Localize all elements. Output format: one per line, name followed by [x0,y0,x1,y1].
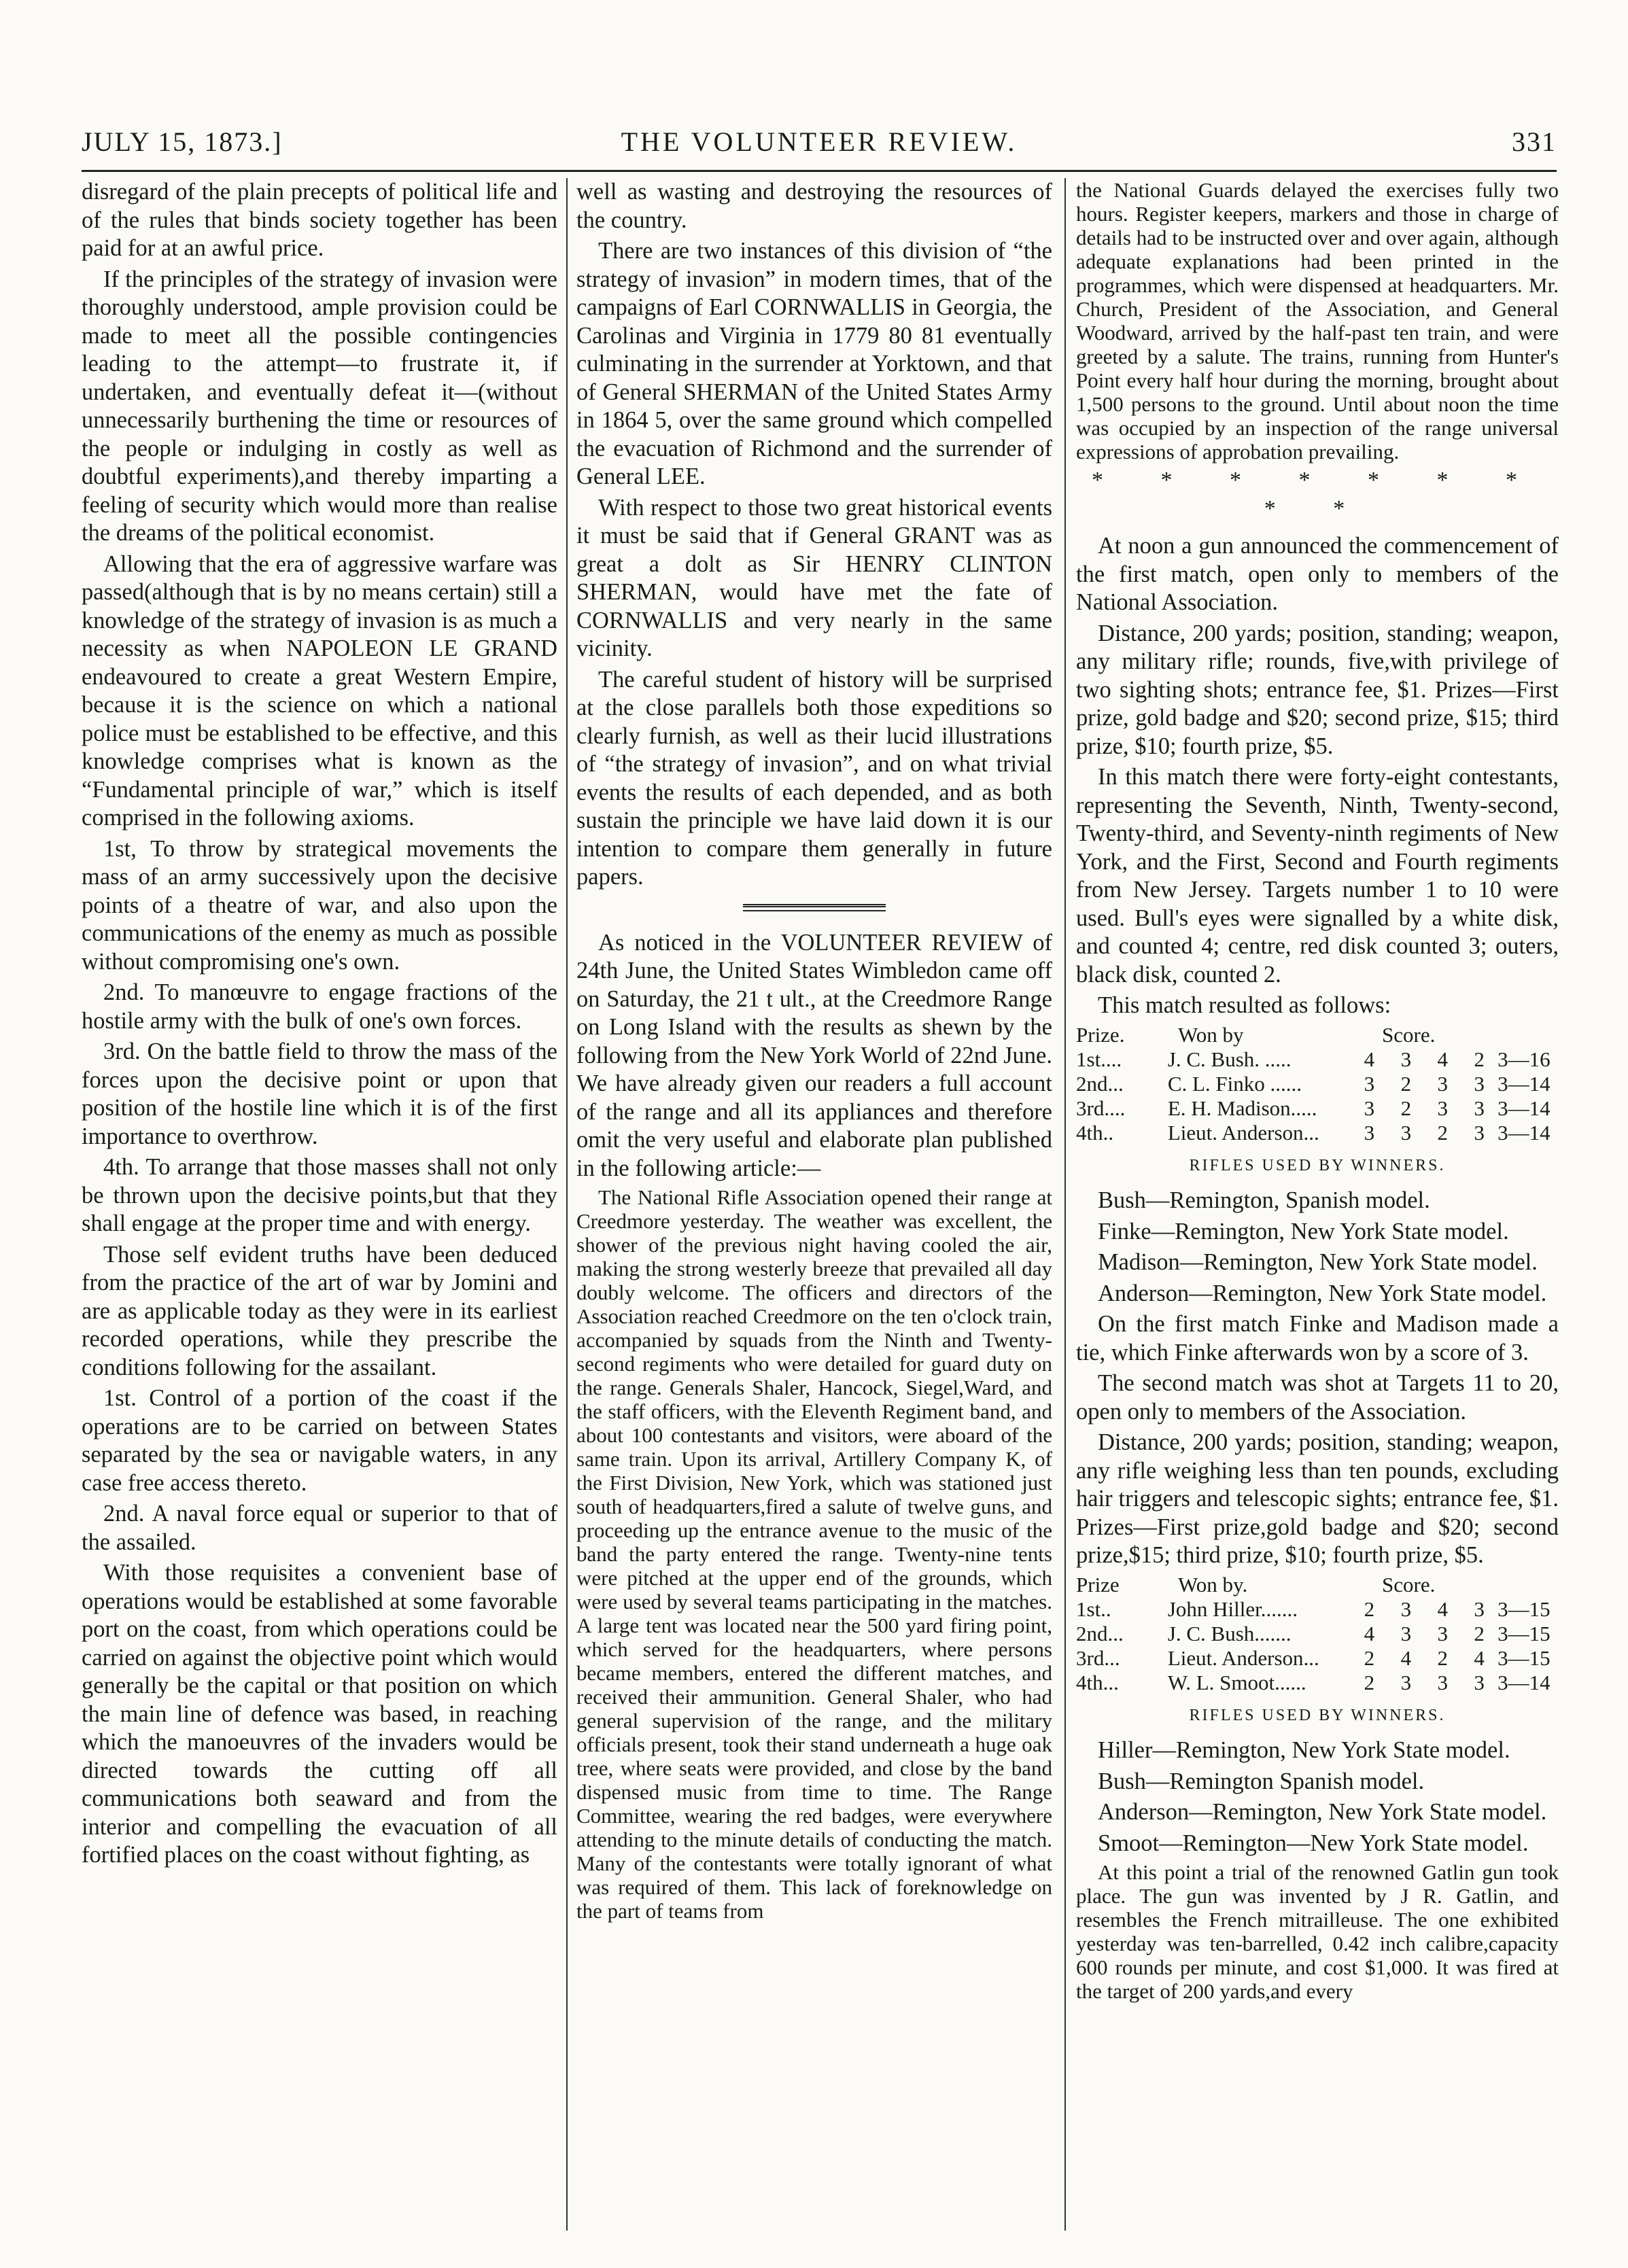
paragraph: Anderson—Remington, New York State model. [1098,1799,1547,1825]
table-header: Prize [1076,1572,1120,1597]
table-cell: C. L. Finko ...... [1167,1071,1302,1096]
paragraph: 1st, To throw by strategical movements the mass of an army successively upon the decisive points of a theatre of war, and also upon the communications of the enemy as much as possible without compromising one's own. [82,835,557,975]
table-header: Prize. [1076,1022,1125,1047]
table-cell: 3 [1474,1597,1485,1621]
table-cell: 3—14 [1497,1670,1551,1694]
results-table-1 [1076,1023,1559,1145]
section-divider [743,904,886,911]
table-cell: 3 [1474,1670,1485,1694]
paragraph: With respect to those two great historical events it must be said that if General GRANT was as great a dolt as Sir HENRY CLINTON SHERMAN, would have met the fate of CORNWALLIS and very nearly in the same vicinity. [576,494,1052,661]
paragraph: At this point a trial of the renowned Gatlin gun took place. The gun was invented by J R. Gatlin, and resembles the French mitrailleuse. The one exhibited yesterday was ten-barrelled, 0.42 inch calibre,capacity 600 rounds per minute, and cost $1,000. It was fired at the target of 200 yards,and every [1076,1860,1559,2003]
results-table-2 [1076,1573,1559,1695]
table-header-row [1076,1023,1559,1047]
table-cell: 3 [1474,1120,1485,1145]
table-row [1076,1597,1559,1622]
table-cell: 2nd... [1076,1071,1124,1096]
paragraph: The careful student of history will be surprised at the close parallels both those expeditions so clearly furnish, as well as their lucid illustrations of “the strategy of invasion”, and on what trivial events the results of each depended, and as both sustain the principle we have laid down it is our intention to compare them generally in future papers. [576,666,1052,890]
paragraph: With those requisites a convenient base of operations would be established at some favorable port on the coast, from which operations could be carried on against the objective point which would generally be the capital or that position on which the main line of defence was based, in reaching which the manoeuvres of the invaders would be directed towards the cutting off all communications both seaward and from the interior and compelling the evacuation of all fortified places on the coast without fighting, as [82,1560,557,1868]
paragraph: Smoot—Remington—New York State model. [1098,1830,1529,1856]
table-cell: 4 [1437,1597,1448,1621]
publication-title: THE VOLUNTEER REVIEW. [621,126,1018,157]
table-cell: 3 [1400,1047,1412,1071]
table-row [1076,1096,1559,1121]
paragraph: This match resulted as follows: [1098,992,1391,1018]
paragraph: Bush—Remington Spanish model. [1098,1768,1425,1794]
table-cell: 2 [1474,1047,1485,1071]
table-cell: 3—14 [1497,1120,1551,1145]
table-cell: 3 [1437,1621,1448,1645]
paragraph: The National Rifle Association opened their range at Creedmore yesterday. The weather was excellent, the shower of the previous night having cooled the air, making the strong westerly breeze that prevailed all day doubly welcome. The officers and directors of the Association reached Creedmore on the ten o'clock train, accompanied by squads from the Ninth and Twenty-second regiments who were detailed for guard duty on the range. Generals Shaler, Hancock, Siegel,Ward, and the staff officers, with the Eleventh Regiment band, and about 100 contestants and visitors, were aboard of the same train. Upon its arrival, Artillery Company K, of the First Division, New York, which was stationed just south of headquarters,fired a salute of twelve guns, and proceeding up the entrance avenue to the music of the band the party entered the range. Twenty-nine tents were pitched at the upper end of the grounds, which were used by several teams participating in the matches. A large tent was located near the 500 yard firing point, which served for the headquarters, where persons became members, entered the different matches, and received their ammunition. General Shaler, who had general supervision of the range, and the military officials present, took their stand underneath a huge oak tree, where seats were provided, and close by the band dispensed music from time to time. The Range Committee, wearing the red badges, were everywhere attending to the minute details of conducting the match. Many of the contestants were totally ignorant of what was required of them. This lack of foreknowledge on the part of teams from [576,1185,1052,1923]
paragraph: 3rd. On the battle field to throw the mass of the forces upon the decisive point or upon that position of the hostile line which it is of the first importance to overthrow. [82,1039,557,1149]
table-cell: 3 [1474,1096,1485,1120]
section-stars: * * * * * * * * * [1092,468,1543,521]
table-cell: 2 [1364,1597,1375,1621]
paragraph: Madison—Remington, New York State model. [1098,1249,1538,1275]
table-row [1076,1646,1559,1671]
table-cell: 3—16 [1497,1047,1551,1071]
table-cell: E. H. Madison..... [1167,1096,1317,1120]
table-row [1076,1671,1559,1695]
table-cell: 2 [1364,1645,1375,1670]
table-cell: 3 [1400,1621,1412,1645]
table-cell: 4th... [1076,1670,1119,1694]
issue-date: JULY 15, 1873.] [82,126,283,157]
page-header [82,126,1557,167]
table-cell: 3 [1400,1120,1412,1145]
table-cell: 2 [1437,1645,1448,1670]
paragraph: Finke—Remington, New York State model. [1098,1218,1509,1244]
table-row [1076,1047,1559,1072]
table-cell: W. L. Smoot...... [1167,1670,1306,1694]
table-cell: 2 [1364,1670,1375,1694]
table-row [1076,1072,1559,1096]
table-cell: 3 [1437,1071,1448,1096]
column-3 [1076,178,1559,2231]
table-cell: 3 [1364,1120,1375,1145]
paragraph: 1st. Control of a portion of the coast if the operations are to be carried on between States separated by the sea or navigable waters, in any case free access thereto. [82,1385,557,1496]
table-cell: 3 [1400,1597,1412,1621]
table-cell: J. C. Bush....... [1167,1621,1292,1645]
table-cell: 3rd.... [1076,1096,1126,1120]
table-cell: 4 [1400,1645,1412,1670]
table-cell: Lieut. Anderson... [1167,1120,1319,1145]
paragraph: Those self evident truths have been deduced from the practice of the art of war by Jomini and are as applicable today as they were in its earliest recorded operations, while they prescribe the conditions following for the assailant. [82,1241,557,1380]
table-cell: 3—14 [1497,1071,1551,1096]
paragraph: 2nd. To manœuvre to engage fractions of the hostile army with the bulk of one's own forces. [82,979,557,1034]
table-cell: 2 [1437,1120,1448,1145]
paragraph: well as wasting and destroying the resources of the country. [576,179,1052,233]
column-1 [82,178,557,2231]
paragraph: If the principles of the strategy of invasion were thoroughly understood, ample provision could be made to meet all the possible contingencies leading to the attempt—to frustrate it, if undertaken, and eventually defeat it—(without unnecessarily burthening the time or resources of the people or indulging in costly as well as doubtful experiments),and thereby imparting a feeling of security which would more than realise the dreams of the political economist. [82,266,557,546]
table-cell: Lieut. Anderson... [1167,1645,1319,1670]
paragraph: 2nd. A naval force equal or superior to that of the assailed. [82,1501,557,1555]
table-cell: 3—15 [1497,1645,1551,1670]
table-cell: 2 [1400,1071,1412,1096]
table-cell: 3 [1437,1670,1448,1694]
paragraph: the National Guards delayed the exercises fully two hours. Register keepers, markers and those in charge of details had to be instructed over and over again, although adequate explanations had been printed in the programmes, which were dispensed at headquarters. Mr. Church, President of the Association, and General Woodward, arrived by the half-past ten train, and were greeted by a salute. The trains, running from Hunter's Point every half hour during the morning, brought about 1,500 persons to the ground. Until about noon the time was occupied by an inspection of the range universal expressions of approbation prevailing. [1076,178,1559,464]
table-row [1076,1121,1559,1145]
table-cell: 3 [1364,1071,1375,1096]
paragraph: Distance, 200 yards; position, standing; weapon, any military rifle; rounds, five,with privilege of two sighting shots; entrance fee, $1. Prizes—First prize, gold badge and $20; second prize, $15; third prize, $10; fourth prize, $5. [1076,620,1559,759]
paragraph: On the first match Finke and Madison made a tie, which Finke afterwards won by a score of 3. [1076,1311,1559,1365]
paragraph: The second match was shot at Targets 11 to 20, open only to members of the Association. [1076,1370,1559,1425]
table-cell: 4 [1437,1047,1448,1071]
paragraph: disregard of the plain precepts of political life and of the rules that binds society together has been paid for at an awful price. [82,179,557,261]
table-header-row [1076,1573,1559,1597]
paragraph: As noticed in the VOLUNTEER REVIEW of 24th June, the United States Wimbledon came off on Saturday, the 21 t ult., at the Creedmore Range on Long Island with the results as shewn by the following from the New York World of 22nd June. We have already given our readers a full account of the range and all its appliances and therefore omit the very useful and elaborate plan published in the following article:— [576,929,1052,1181]
paragraph: In this match there were forty-eight contestants, representing the Seventh, Ninth, Twenty-second, Twenty-third, and Seventy-ninth regiments of New York, and the First, Second and Fourth regiments from New Jersey. Targets number 1 to 10 were used. Bull's eyes were signalled by a white disk, and counted 4; centre, red disk counted 3; outers, black disk, counted 2. [1076,764,1559,988]
paragraph: 4th. To arrange that those masses shall not only be thrown upon the decisive points,but that they shall engage at the proper time and with energy. [82,1154,557,1236]
table-cell: 2 [1400,1096,1412,1120]
table-cell: 3rd... [1076,1645,1120,1670]
rifles-heading: RIFLES USED BY WINNERS. [1189,1706,1446,1724]
table-cell: 4 [1474,1645,1485,1670]
table-cell: J. C. Bush. ..... [1167,1047,1292,1071]
table-cell: John Hiller....... [1167,1597,1298,1621]
table-header: Won by [1178,1022,1244,1047]
table-cell: 2nd... [1076,1621,1124,1645]
table-cell: 1st.... [1076,1047,1122,1071]
table-cell: 4 [1364,1047,1375,1071]
table-cell: 3 [1400,1670,1412,1694]
table-header: Won by. [1178,1572,1248,1597]
table-header: Score. [1382,1572,1436,1597]
paragraph: Anderson—Remington, New York State model. [1098,1280,1547,1306]
column-divider [566,178,568,2231]
header-rule [82,170,1557,172]
table-cell: 4th.. [1076,1120,1114,1145]
table-cell: 1st.. [1076,1597,1111,1621]
table-cell: 4 [1364,1621,1375,1645]
paragraph: There are two instances of this division of “the strategy of invasion” in modern times, that of the campaigns of Earl CORNWALLIS in Georgia, the Carolinas and Virginia in 1779 80 81 eventually culminating in the surrender at Yorktown, and that of General SHERMAN of the United States Army in 1864 5, over the same ground which compelled the evacuation of Richmond and the surrender of General LEE. [576,238,1052,489]
column-2 [576,178,1052,2231]
column-divider [1064,178,1066,2231]
table-cell: 3—15 [1497,1597,1551,1621]
table-cell: 2 [1474,1621,1485,1645]
table-cell: 3—15 [1497,1621,1551,1645]
table-cell: 3 [1364,1096,1375,1120]
table-cell: 3—14 [1497,1096,1551,1120]
paragraph: Allowing that the era of aggressive warfare was passed(although that is by no means certain) still a knowledge of the strategy of invasion is as much a necessity as when NAPOLEON LE GRAND endeavoured to create a great Western Empire, because it is the science on which a national police must be established to be effective, and this knowledge comprises what is known as the “Fundamental principle of war,” which is itself comprised in the following axioms. [82,551,557,831]
paragraph: At noon a gun announced the commencement of the first match, open only to members of the National Association. [1076,533,1559,615]
table-cell: 3 [1474,1071,1485,1096]
paragraph: Hiller—Remington, New York State model. [1098,1737,1510,1763]
table-cell: 3 [1437,1096,1448,1120]
paragraph: Bush—Remington, Spanish model. [1098,1187,1430,1213]
table-header: Score. [1382,1022,1436,1047]
rifles-heading: RIFLES USED BY WINNERS. [1189,1156,1446,1174]
page-number: 331 [1512,126,1557,157]
table-row [1076,1622,1559,1646]
paragraph: Distance, 200 yards; position, standing; weapon, any rifle weighing less than ten pounds, excluding hair triggers and telescopic sights; entrance fee, $1. Prizes—First prize,gold badge and $20; second prize,$15; third prize, $10; fourth prize, $5. [1076,1429,1559,1568]
